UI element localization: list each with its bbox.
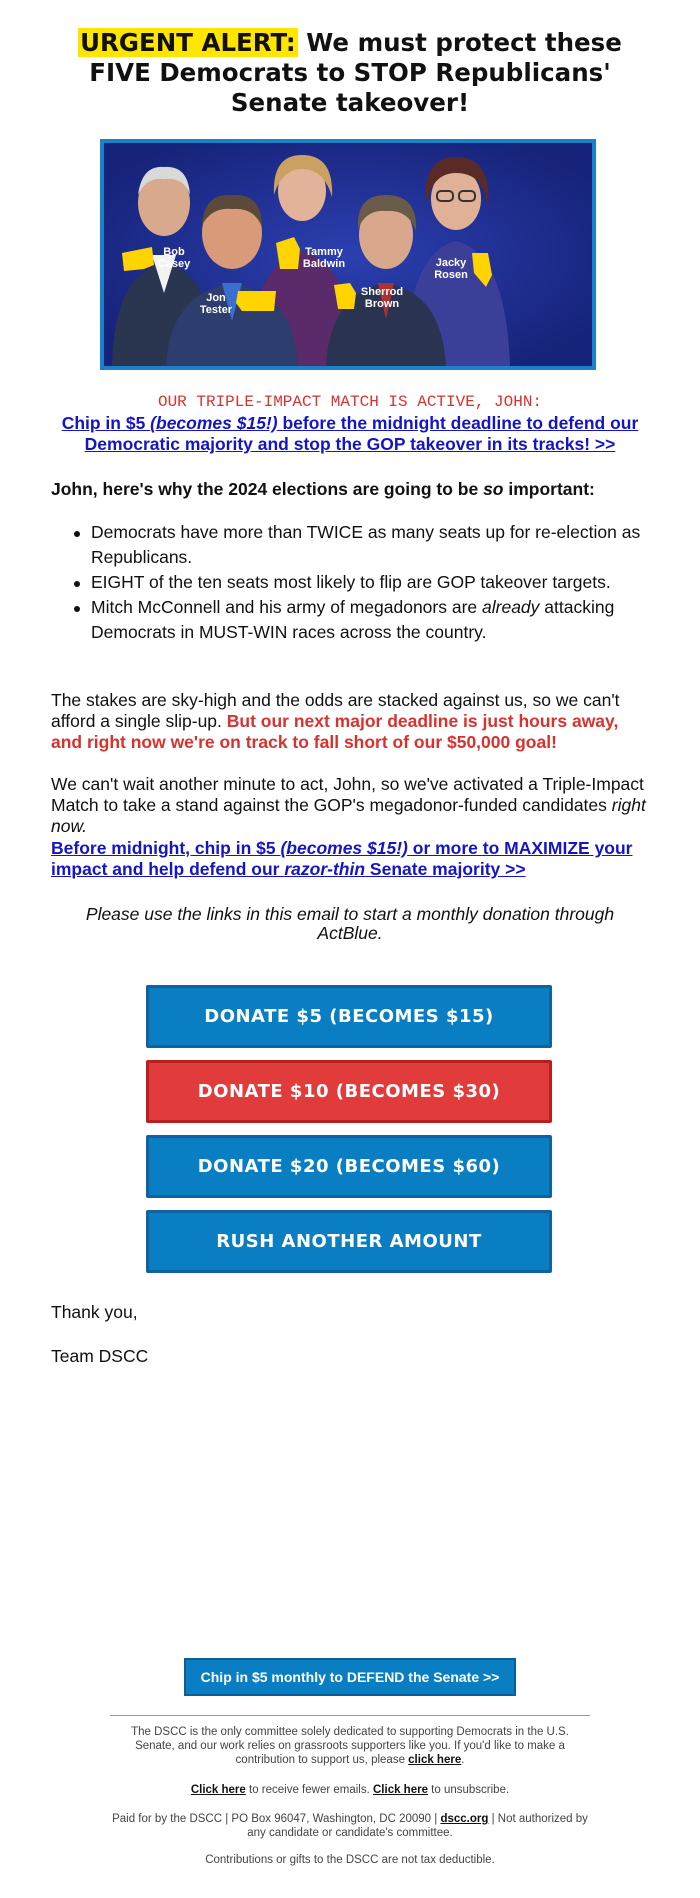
match-text: We can't wait another minute to act, John, so we've activated a Triple-Impact Match to take a stand against the GOP's megadonor-funded candidates xyxy=(51,774,644,815)
why-text-c: important: xyxy=(503,479,595,499)
maximize-text-a: Before midnight, chip in $5 xyxy=(51,838,281,858)
match-active-line: OUR TRIPLE-IMPACT MATCH IS ACTIVE, JOHN: xyxy=(157,393,543,411)
label-baldwin-last: Baldwin xyxy=(302,258,346,270)
footer-about xyxy=(110,1725,590,1767)
label-tester-first: Jon xyxy=(206,292,226,304)
footer-paid-for xyxy=(110,1812,590,1840)
maximize-text-e: Senate majority >> xyxy=(365,859,526,879)
fewer-emails-text: to receive fewer emails. xyxy=(245,1784,373,1796)
reasons-list xyxy=(51,520,651,645)
label-casey-first: Bob xyxy=(163,246,185,258)
list-item xyxy=(51,595,651,645)
maximize-link[interactable] xyxy=(51,838,633,879)
chip-link-text-a: Chip in $5 xyxy=(61,413,151,433)
label-baldwin-first: Tammy xyxy=(305,246,343,258)
label-casey-last: Casey xyxy=(157,258,191,270)
unsubscribe-text: to unsubscribe. xyxy=(427,1784,510,1796)
footer-about-text: The DSCC is the only committee solely dedicated to supporting Democrats in the U.S. Senate, and our work relies on grassroots supporters like you. If you'd like to make a contribution to support us, please xyxy=(131,1726,569,1766)
bullet-text: Democrats have more than TWICE as many seats up for re-election as Republicans. xyxy=(91,522,641,567)
dscc-site-link[interactable]: dscc.org xyxy=(440,1813,489,1825)
chip-link-text-b: (becomes $15!) xyxy=(150,413,278,433)
deadline-warning: But our next major deadline is just hours away, and right now we're on track to fall short of our $50,000 goal! xyxy=(51,711,619,752)
hero-banner xyxy=(100,139,596,370)
team-signature: Team DSCC xyxy=(51,1346,149,1366)
another-amount-button[interactable]: RUSH ANOTHER AMOUNT xyxy=(146,1210,552,1273)
bullet-text: attacking Democrats in MUST-WIN races across the country. xyxy=(91,597,615,642)
footer-email-prefs xyxy=(110,1783,590,1797)
match-emphasis: right now. xyxy=(51,795,646,836)
label-rosen-last: Rosen xyxy=(434,269,468,281)
bullet-text: Mitch McConnell and his army of megadonors are xyxy=(91,597,483,617)
list-item xyxy=(51,520,651,570)
label-brown-first: Sherrod xyxy=(360,286,404,298)
actblue-note: Please use the links in this email to start a monthly donation through ActBlue. xyxy=(85,904,615,943)
maximize-text-c: or more to MAXIMIZE your impact and help defend our xyxy=(51,838,633,879)
footer-tax-note: Contributions or gifts to the DSCC are not tax deductible. xyxy=(205,1854,495,1866)
state-wisconsin xyxy=(276,237,300,269)
list-item xyxy=(51,570,651,595)
headline-text: We must protect these FIVE Democrats to STOP Republicans' Senate takeover! xyxy=(89,28,622,117)
chip-in-link-block xyxy=(50,413,650,455)
state-montana xyxy=(236,291,276,311)
headline xyxy=(60,28,640,118)
why-heading xyxy=(51,478,651,500)
thank-you: Thank you, xyxy=(51,1302,138,1322)
maximize-text-d: razor-thin xyxy=(284,859,366,879)
maximize-text-b: (becomes $15!) xyxy=(280,838,408,858)
footer-about-end: . xyxy=(461,1754,465,1766)
paid-for-end: | Not authorized by any candidate or candidate's committee. xyxy=(247,1813,588,1839)
why-text-a: John, here's why the 2024 elections are going to be xyxy=(51,479,484,499)
chip-link-text-c: before the midnight deadline to defend our Democratic majority and stop the GOP takeover in its tracks! >> xyxy=(84,413,639,454)
label-tester-last: Tester xyxy=(199,304,233,316)
donate-20-button[interactable]: DONATE $20 (BECOMES $60) xyxy=(146,1135,552,1198)
unsubscribe-link[interactable]: Click here xyxy=(373,1784,428,1796)
paid-for-text: Paid for by the DSCC | PO Box 96047, Washington, DC 20090 | xyxy=(112,1813,441,1825)
contribute-link[interactable]: click here xyxy=(408,1754,462,1766)
stakes-text: The stakes are sky-high and the odds are stacked against us, so we can't afford a single slip-up. xyxy=(51,690,620,731)
senators-illustration xyxy=(104,143,592,366)
label-brown-last: Brown xyxy=(364,298,400,310)
chip-in-link[interactable] xyxy=(62,413,639,454)
monthly-defend-button[interactable]: Chip in $5 monthly to DEFEND the Senate >> xyxy=(184,1658,516,1696)
bullet-text: EIGHT of the ten seats most likely to flip are GOP takeover targets. xyxy=(91,572,611,592)
bullet-emphasis: already xyxy=(482,597,540,617)
fewer-emails-link[interactable]: Click here xyxy=(190,1784,246,1796)
match-paragraph xyxy=(51,774,651,837)
label-rosen-first: Jacky xyxy=(435,257,467,269)
donate-10-button[interactable]: DONATE $10 (BECOMES $30) xyxy=(146,1060,552,1123)
urgent-alert-highlight: URGENT ALERT: xyxy=(80,28,296,57)
why-text-b: so xyxy=(483,479,504,499)
maximize-link-block xyxy=(51,838,651,880)
donate-5-button[interactable]: DONATE $5 (BECOMES $15) xyxy=(146,985,552,1048)
footer-divider xyxy=(110,1715,590,1716)
stakes-paragraph xyxy=(51,690,651,753)
